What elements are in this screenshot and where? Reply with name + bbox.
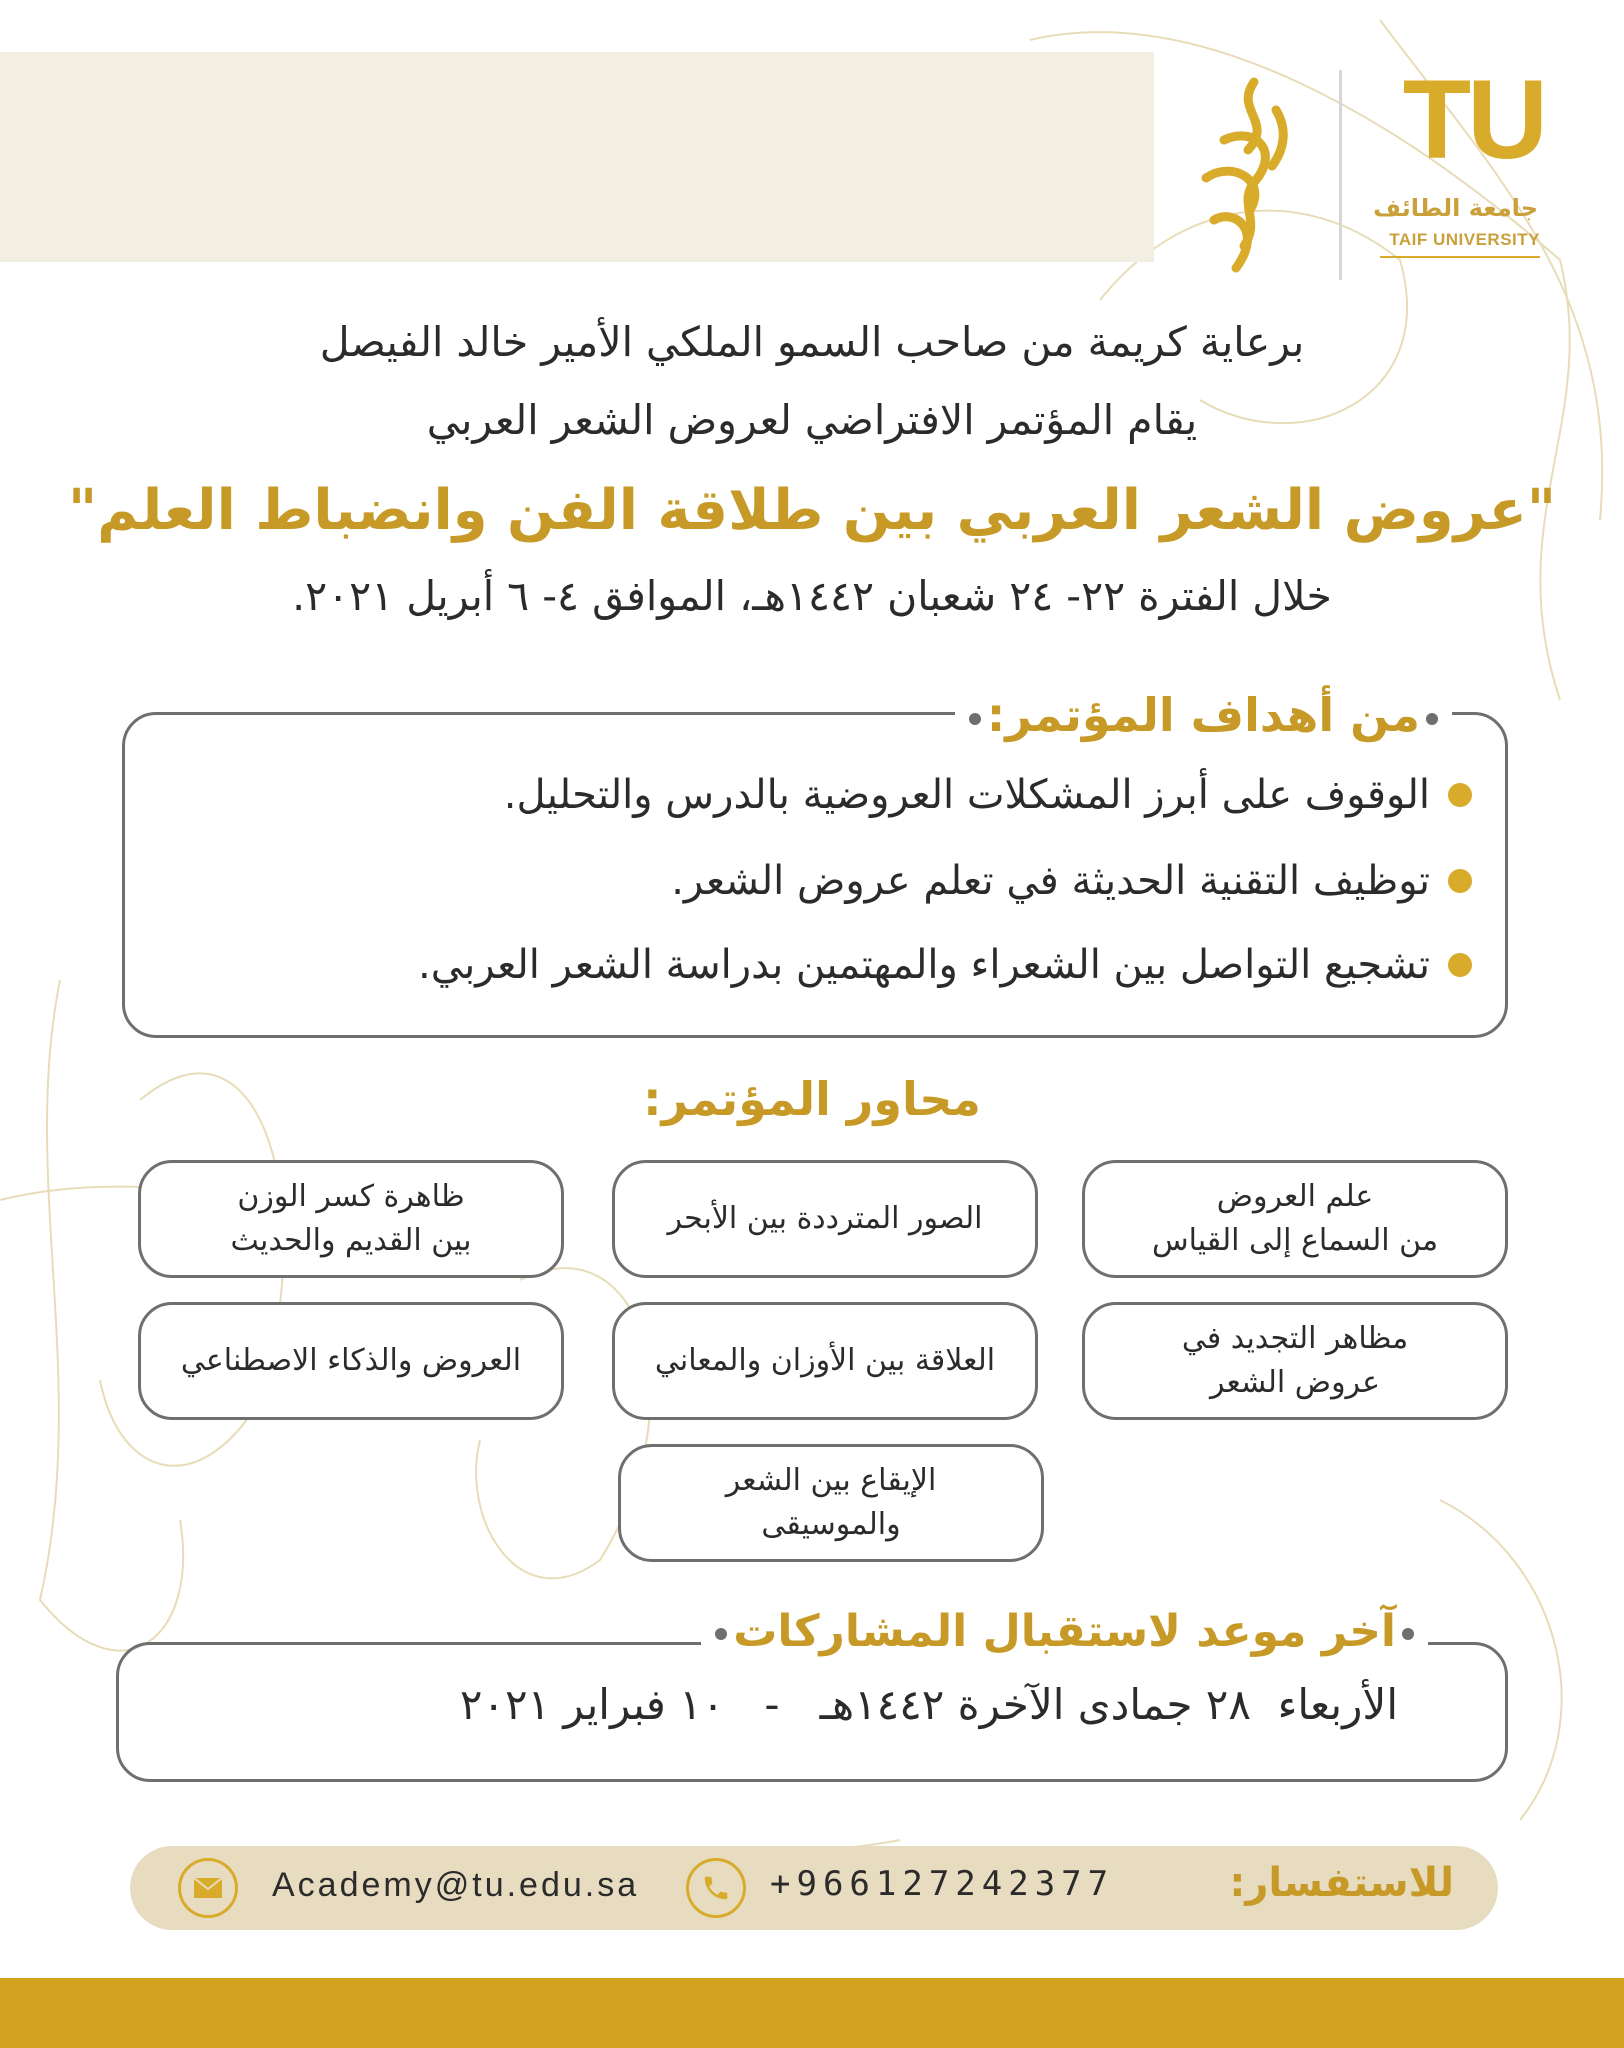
bullet-icon (1448, 953, 1472, 977)
tu-logo-mark: TU (1402, 57, 1544, 182)
goal-item (671, 858, 1472, 904)
axis-pill: علم العروض من السماع إلى القياس (1082, 1160, 1508, 1278)
contact-phone[interactable]: +966127242377 (770, 1864, 1115, 1904)
goal-item (418, 942, 1472, 988)
conference-title: "عروض الشعر العربي بين طلاقة الفن وانضباط العلم" (67, 478, 1557, 543)
bullet-icon (1448, 869, 1472, 893)
title-dot-icon (969, 713, 981, 725)
contact-bar (130, 1846, 1498, 1930)
title-dot-icon (715, 1628, 727, 1640)
university-name-arabic: جامعة الطائف (1373, 194, 1538, 222)
axis-pill: ظاهرة كسر الوزن بين القديم والحديث (138, 1160, 564, 1278)
deadline-date: الأربعاء ٢٨ جمادى الآخرة ١٤٤٢هـ - ١٠ فبراير ٢٠٢١ (459, 1680, 1398, 1729)
axis-pill: الإيقاع بين الشعر والموسيقى (618, 1444, 1044, 1562)
contact-email[interactable]: Academy@tu.edu.sa (272, 1866, 640, 1904)
axis-pill: العروض والذكاء الاصطناعي (138, 1302, 564, 1420)
axis-pill: مظاهر التجديد في عروض الشعر (1082, 1302, 1508, 1420)
deadline-title (701, 1606, 1428, 1657)
goal-item (504, 772, 1472, 818)
footer-bar (0, 1978, 1624, 2048)
goal-text: تشجيع التواصل بين الشعراء والمهتمين بدراسة الشعر العربي. (418, 942, 1430, 988)
goals-title (955, 688, 1452, 742)
axis-pill: العلاقة بين الأوزان والمعاني (612, 1302, 1038, 1420)
axis-pill: الصور المترددة بين الأبحر (612, 1160, 1038, 1278)
patronage-line: برعاية كريمة من صاحب السمو الملكي الأمير خالد الفيصل (319, 318, 1305, 366)
phone-icon (686, 1858, 746, 1918)
goal-text: الوقوف على أبرز المشكلات العروضية بالدرس والتحليل. (503, 772, 1430, 818)
calligraphy-emblem-icon (1184, 70, 1314, 280)
axes-title: محاور المؤتمر: (643, 1072, 981, 1126)
title-dot-icon (1426, 713, 1438, 725)
university-logo (1144, 57, 1564, 280)
university-name-english: TAIF UNIVERSITY (1389, 230, 1540, 249)
conference-intro-line: يقام المؤتمر الافتراضي لعروض الشعر العربي (426, 396, 1198, 444)
header-band (0, 52, 1154, 262)
logo-underline (1380, 256, 1540, 258)
bullet-icon (1448, 783, 1472, 807)
email-icon (178, 1858, 238, 1918)
conference-dates: خلال الفترة ٢٢- ٢٤ شعبان ١٤٤٢هـ، الموافق ٤- ٦ أبريل ٢٠٢١. (292, 572, 1332, 620)
goals-title-text: من أهداف المؤتمر: (986, 688, 1420, 742)
logo-separator (1339, 70, 1342, 280)
title-dot-icon (1402, 1628, 1414, 1640)
contact-label: للاستفسار: (1229, 1860, 1454, 1906)
goal-text: توظيف التقنية الحديثة في تعلم عروض الشعر. (671, 858, 1430, 904)
deadline-title-text: آخر موعد لاستقبال المشاركات (733, 1606, 1396, 1657)
